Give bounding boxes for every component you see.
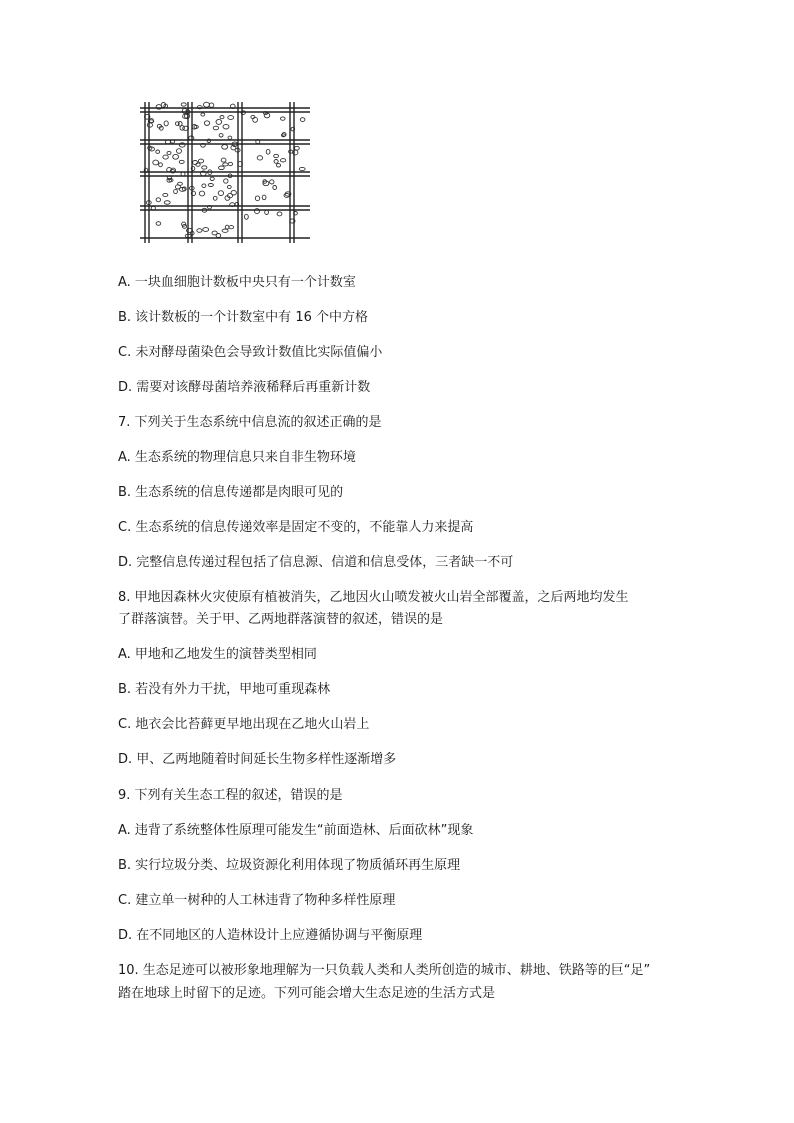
q8-stem-line1: 8. 甲地因森林火灾使原有植被消失，乙地因火山喷发被火山岩全部覆盖，之后两地均发生 xyxy=(118,590,629,605)
q7-option-c: C. 生态系统的信息传递效率是固定不变的，不能靠人力来提高 xyxy=(118,520,474,535)
hemocytometer-grid xyxy=(140,100,310,245)
hemocytometer-figure xyxy=(140,100,310,245)
q9-stem: 9. 下列有关生态工程的叙述，错误的是 xyxy=(118,788,343,803)
q8-option-b: B. 若没有外力干扰，甲地可重现森林 xyxy=(118,682,331,697)
q10-stem-line2: 踏在地球上时留下的足迹。下列可能会增大生态足迹的生活方式是 xyxy=(118,986,496,1001)
q7-stem: 7. 下列关于生态系统中信息流的叙述正确的是 xyxy=(118,415,382,430)
q9-option-a: A. 违背了系统整体性原理可能发生“前面造林、后面砍林”现象 xyxy=(118,823,474,838)
q9-option-b: B. 实行垃圾分类、垃圾资源化利用体现了物质循环再生原理 xyxy=(118,858,461,873)
q8-option-c: C. 地衣会比苔藓更早地出现在乙地火山岩上 xyxy=(118,717,370,732)
q7-option-b: B. 生态系统的信息传递都是肉眼可见的 xyxy=(118,485,344,500)
q8-stem-line2: 了群落演替。关于甲、乙两地群落演替的叙述，错误的是 xyxy=(118,612,444,627)
q9-option-d: D. 在不同地区的人造林设计上应遵循协调与平衡原理 xyxy=(118,928,423,943)
q7-option-a: A. 生态系统的物理信息只来自非生物环境 xyxy=(118,450,356,465)
q8-option-a: A. 甲地和乙地发生的演替类型相同 xyxy=(118,647,317,662)
q6-option-a: A. 一块血细胞计数板中央只有一个计数室 xyxy=(118,275,356,290)
q10-stem-line1: 10. 生态足迹可以被形象地理解为一只负载人类和人类所创造的城市、耕地、铁路等的巨“足” xyxy=(118,963,651,978)
q9-option-c: C. 建立单一树种的人工林违背了物种多样性原理 xyxy=(118,893,396,908)
q6-option-d: D. 需要对该酵母菌培养液稀释后再重新计数 xyxy=(118,380,371,395)
q8-option-d: D. 甲、乙两地随着时间延长生物多样性逐渐增多 xyxy=(118,752,397,767)
q6-option-c: C. 未对酵母菌染色会导致计数值比实际值偏小 xyxy=(118,345,383,360)
q6-option-b: B. 该计数板的一个计数室中有 16 个中方格 xyxy=(118,310,368,325)
q7-option-d: D. 完整信息传递过程包括了信息源、信道和信息受体，三者缺一不可 xyxy=(118,555,514,570)
